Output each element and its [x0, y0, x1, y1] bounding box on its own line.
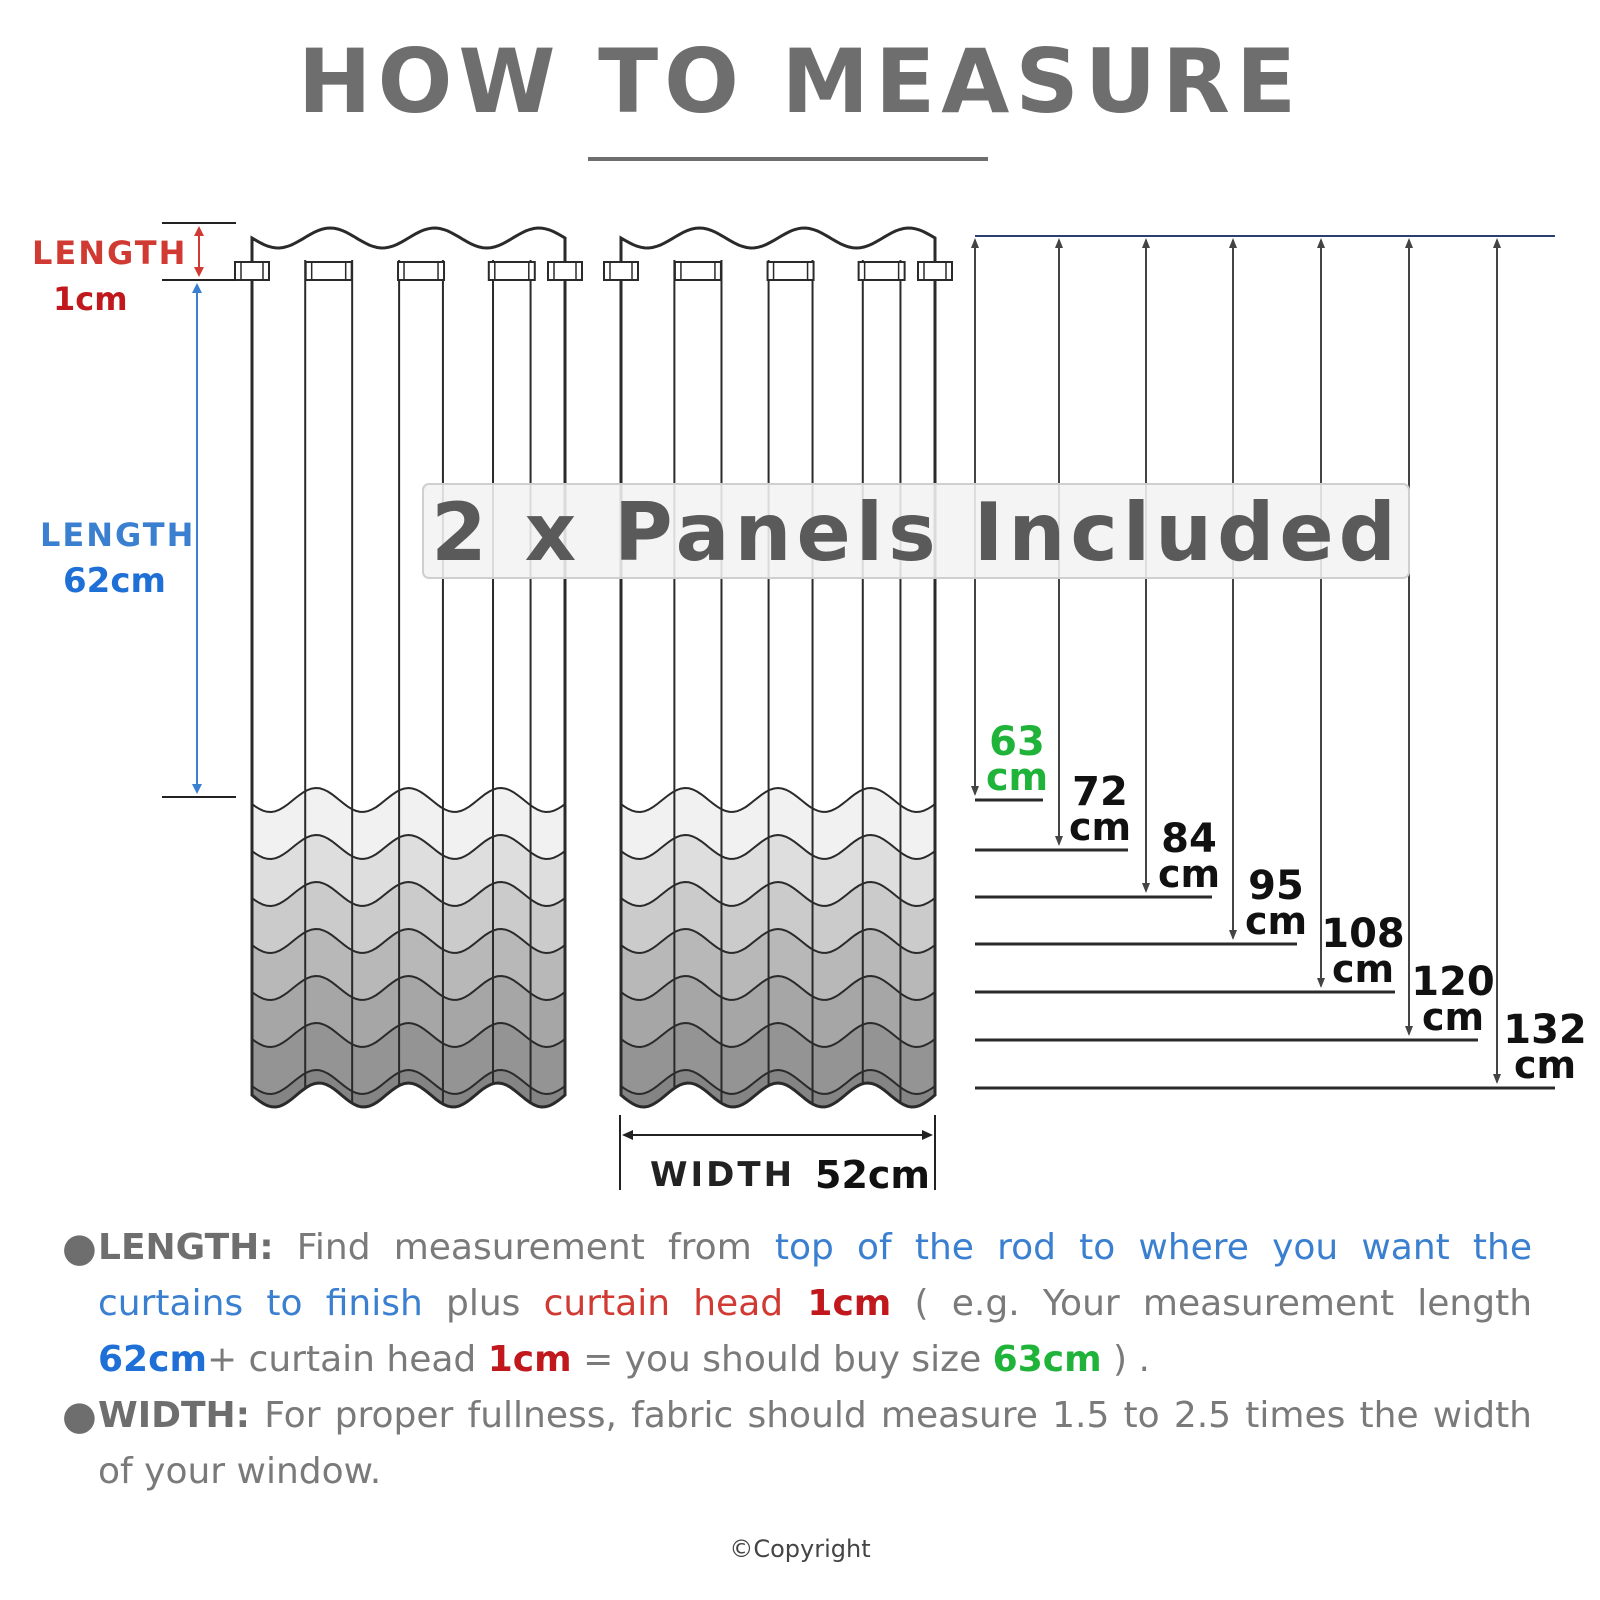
- size-label-unit: cm: [985, 755, 1049, 799]
- length-instruction: [62, 1220, 1532, 1388]
- curtain-panel-left: [235, 200, 582, 1150]
- size-label-number: 84: [1161, 816, 1217, 862]
- length-instruction-key: LENGTH:: [98, 1227, 274, 1268]
- length-instruction-text-1: Find measurement from: [273, 1227, 775, 1268]
- curtain-length-value: 62cm: [63, 561, 166, 601]
- length-instruction-text-8: + curtain head: [206, 1339, 488, 1380]
- length-instruction-text-3: plus: [422, 1283, 544, 1324]
- width-instruction-key: WIDTH:: [98, 1395, 251, 1436]
- size-scale: [971, 236, 1587, 1088]
- size-label-number: 108: [1321, 911, 1405, 957]
- bullet-icon: ●: [62, 1393, 97, 1439]
- curtain-head-text: curtain head: [543, 1283, 784, 1324]
- measuring-instructions: [62, 1220, 1532, 1500]
- curtain-head-value-2: 1cm: [487, 1339, 572, 1380]
- length-instruction-text-10: = you should buy size: [571, 1339, 993, 1380]
- length-instruction-text-12: ) .: [1101, 1339, 1150, 1380]
- size-label-unit: cm: [1331, 947, 1395, 991]
- page-title: HOW TO MEASURE: [297, 30, 1303, 133]
- head-length-value: 1cm: [53, 280, 128, 318]
- width-instruction: [62, 1388, 1532, 1500]
- buy-size-value: 63cm: [992, 1339, 1102, 1380]
- size-label-number: 72: [1072, 769, 1128, 815]
- size-label-number: 120: [1411, 959, 1495, 1005]
- width-instruction-text: For proper fullness, fabric should measure 1.5 to 2.5 times the width of your window.: [98, 1395, 1532, 1492]
- measurement-length-value: 62cm: [98, 1339, 207, 1380]
- size-label-unit: cm: [1157, 852, 1221, 896]
- size-label-unit: cm: [1244, 899, 1308, 943]
- size-label-number: 95: [1248, 863, 1304, 909]
- length-instruction-highlight: top of the rod to where you want the curtains to finish: [98, 1227, 1533, 1324]
- curtain-length-label: LENGTH: [40, 516, 196, 554]
- length-instruction-text-6: ( e.g. Your measurement length: [891, 1283, 1533, 1324]
- head-length-label: LENGTH: [32, 234, 188, 272]
- size-label-number: 132: [1503, 1007, 1587, 1053]
- panels-banner-text: 2 x Panels Included: [431, 486, 1401, 579]
- width-value: 52cm: [815, 1153, 931, 1197]
- size-label-unit: cm: [1068, 805, 1132, 849]
- copyright-notice: ©Copyright: [729, 1535, 871, 1563]
- curtain-panel-right: [604, 200, 952, 1150]
- bullet-icon: ●: [62, 1225, 97, 1271]
- panels-banner: [423, 484, 1409, 579]
- size-label-unit: cm: [1421, 995, 1485, 1039]
- size-label-number: 63: [989, 719, 1045, 765]
- width-label: WIDTH: [650, 1155, 796, 1195]
- size-label-unit: cm: [1513, 1043, 1577, 1087]
- curtain-head-value: 1cm: [783, 1283, 892, 1324]
